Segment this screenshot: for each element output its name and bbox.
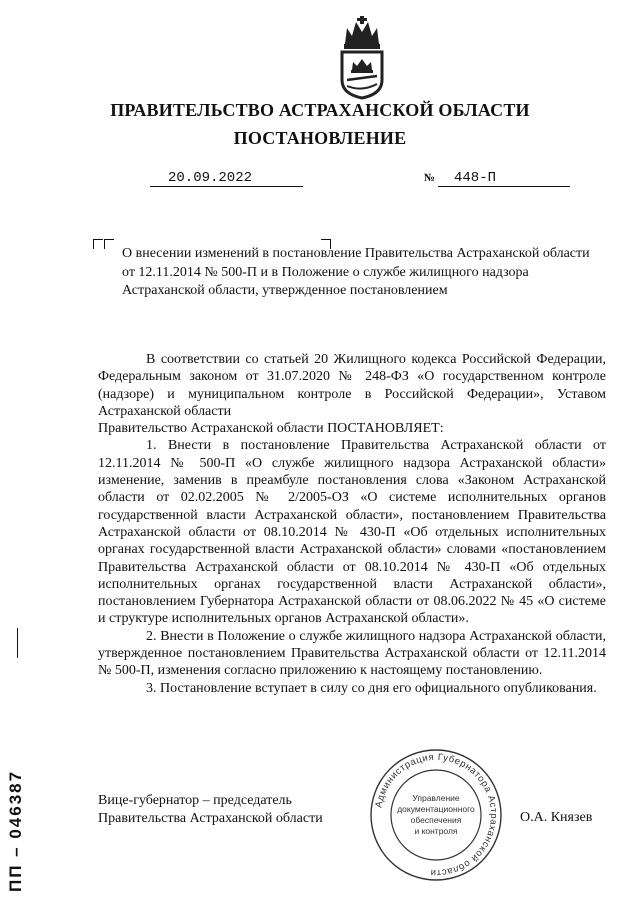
item-2-paragraph: 2. Внести в Положение о службе жилищного надзора Астраханской области, утвержденное постановлением Правительства Астраханской области от 12.11.2014 № 500-П, изменения согласно приложению к настоящему постановлению. bbox=[98, 628, 606, 679]
stamp-line-1: Управление bbox=[412, 793, 460, 803]
item-1-paragraph: 1. Внести в постановление Правительства Астраханской области от 12.11.2014 № 500-П «О службе жилищного надзора Астраханской области» изменение, заменив в преамбуле постановления слова «Законом Астраханской области от 02.02.2005 № 2/2005-ОЗ «О системе исполнительных органов государственной власти Астраханской области», постановлением Правительства Астраханской области от 08.10.2014 № 430-П «Об отдельных исполнительных органах государственной власти Астраханской области» словами «постановлением Правительства Астраханской области от 08.10.2014 № 430-П «Об отдельных исполнительных органах государственной власти Астраханской области», постановлением Губернатора Астраханской области от 08.06.2022 № 45 «О системе и структуре исполнительных органов Астраханской области». bbox=[98, 438, 606, 627]
stamp-line-2: документационного bbox=[397, 804, 475, 814]
stamp-ring-text: Администрация Губернатора Астраханской области bbox=[373, 751, 500, 879]
bracket-corner-left-inner bbox=[104, 239, 114, 249]
document-type: ПОСТАНОВЛЕНИЕ bbox=[233, 128, 407, 148]
number-underline bbox=[438, 186, 570, 187]
document-body bbox=[98, 351, 606, 697]
government-title: ПРАВИТЕЛЬСТВО АСТРАХАНСКОЙ ОБЛАСТИ bbox=[110, 100, 530, 120]
date-underline bbox=[150, 186, 303, 187]
official-stamp bbox=[368, 747, 504, 883]
document-number: 448-П bbox=[454, 170, 497, 186]
margin-rule bbox=[17, 628, 18, 658]
decree-line: Правительство Астраханской области ПОСТАНОВЛЯЕТ: bbox=[98, 421, 444, 437]
item-3-paragraph: 3. Постановление вступает в силу со дня его официального опубликования. bbox=[146, 680, 597, 696]
number-sign: № bbox=[424, 172, 436, 184]
document-subject: О внесении изменений в постановление Правительства Астраханской области от 12.11.2014 № 500-П и в Положение о службе жилищного надзора Астраханской области, утвержденное постановлением bbox=[122, 246, 590, 299]
stamp-line-4: и контроля bbox=[414, 826, 458, 836]
document-date: 20.09.2022 bbox=[168, 170, 253, 186]
coat-of-arms-icon bbox=[337, 14, 387, 100]
signatory-position bbox=[98, 792, 323, 828]
position-line-1: Вице-губернатор – председатель bbox=[98, 793, 292, 808]
signatory-name: О.А. Князев bbox=[520, 810, 593, 825]
bracket-corner-left-outer bbox=[93, 239, 103, 249]
preamble-paragraph: В соответствии со статьей 20 Жилищного кодекса Российской Федерации, Федеральным законом от 31.07.2020 № 248-ФЗ «О государственном контроле (надзоре) и муниципальном контроле в Российской Федерации», Уставом Астраханской области bbox=[98, 352, 606, 419]
stamp-line-3: обеспечения bbox=[410, 815, 462, 825]
position-line-2: Правительства Астраханской области bbox=[98, 811, 323, 826]
margin-serial-number: ПП – 046387 bbox=[6, 769, 25, 892]
